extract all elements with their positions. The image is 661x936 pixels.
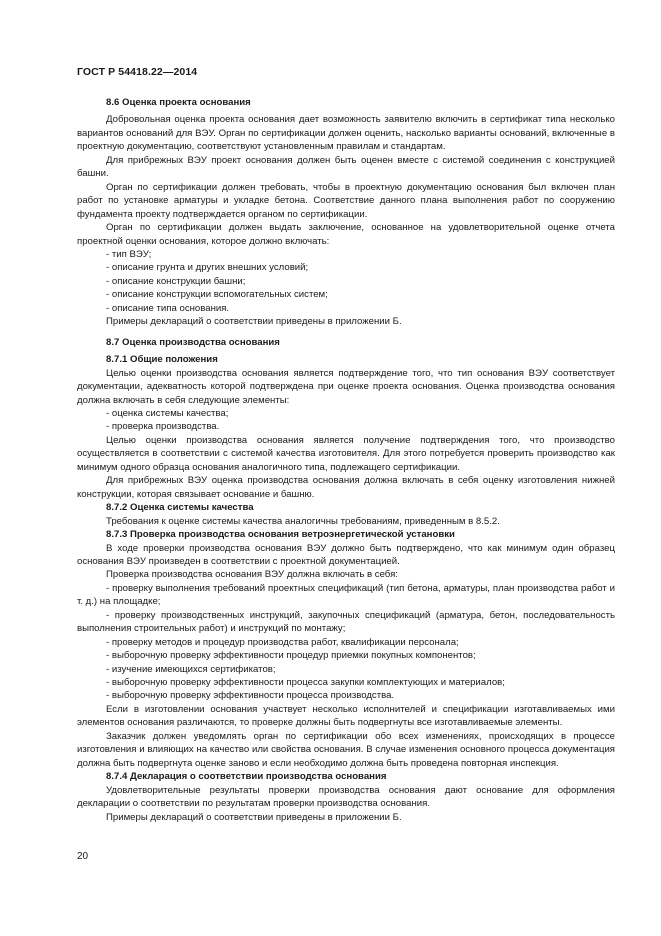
paragraph: Орган по сертификации должен выдать заключение, основанное на удовлетворительной оценке отчета проектной оценки основания, которое должно включать: [77,222,615,247]
section-8-7-4-title: 8.7.4 Декларация о соответствии производства основания [106,771,387,783]
list-item: - выборочную проверку эффективности процесса производства. [106,690,395,702]
paragraph: Примеры деклараций о соответствии приведены в приложении Б. [106,316,402,328]
list-item: - выборочную проверку эффективности процесса закупки комплектующих и материалов; [106,677,505,689]
list-item: - тип ВЭУ; [106,248,152,260]
paragraph: Удовлетворительные результаты проверки производства основания дают основание для оформления декларации о соответствии по результатам проверки производства основания. [77,784,615,810]
paragraph: Добровольная оценка проекта основания дает возможность заявителю включить в сертификат типа несколько вариантов оснований для ВЭУ. Орган по сертификации должен оценить, насколько варианты оснований, включенные в проектную документацию, соответствуют установленным правилам и стандартам. [77,114,615,153]
paragraph: Орган по сертификации должен требовать, чтобы в проектную документацию основания был включен план работ по установке арматуры и укладке бетона. Соответствие данного плана выполнения работ по сооружению фундамента проекту подтверждается органом по сертификации. [77,181,615,220]
section-8-7-2-title: 8.7.2 Оценка системы качества [106,502,254,514]
paragraph: В ходе проверки производства основания ВЭУ должно быть подтверждено, что как минимум один образец основания ВЭУ произведен в соответствии с проектной документацией. [77,542,615,567]
section-8-7-1-title: 8.7.1 Общие положения [106,354,218,366]
list-item: - изучение имеющихся сертификатов; [106,663,276,675]
document-body [77,96,615,824]
section-8-7-title: 8.7 Оценка производства основания [106,336,280,348]
page-number: 20 [77,851,89,862]
document-code-header: ГОСТ Р 54418.22—2014 [77,66,198,78]
paragraph: Целью оценки производства основания является получение подтверждения того, что производство осуществляется в соответствии с системой качества изготовителя. Для этого потребуется проверить производство как минимум одного образца основания аналогичного типа, подлежащего сертификации. [77,434,615,473]
section-8-6-title: 8.6 Оценка проекта основания [106,97,251,108]
list-item: - описание конструкции вспомогательных систем; [106,289,328,301]
list-item: - описание типа основания. [106,302,230,314]
paragraph: Для прибрежных ВЭУ проект основания должен быть оценен вместе с системой соединения с конструкцией башни. [77,154,615,180]
paragraph: Требования к оценке системы качества аналогичны требованиям, приведенным в 8.5.2. [106,515,500,527]
paragraph: Заказчик должен уведомлять орган по сертификации обо всех изменениях, происходящих в процессе изготовления и влияющих на качество или свойства основания. В случае изменения основного процесса документация должна быть подвергнута оценке заново и если необходимо должна быть проведена повторная инспекция. [77,730,615,769]
list-item: - описание конструкции башни; [106,275,246,287]
list-item: - выборочную проверку эффективности процедур приемки покупных компонентов; [106,650,476,662]
list-item: - проверку методов и процедур производства работ, квалификации персонала; [106,636,459,648]
list-item: - проверку производственных инструкций, закупочных спецификаций (арматура, бетон, последовательность выполнения строительных работ) и инструкций по монтажу; [77,609,615,635]
section-8-7-3-title: 8.7.3 Проверка производства основания ветроэнергетической установки [106,529,455,541]
paragraph: Целью оценки производства основания является подтверждение того, что тип основания ВЭУ соответствует документации, адекватность которой подтверждена при оценке проекта основания. Оценка производства основания должна включать в себя следующие элементы: [77,367,615,406]
paragraph: Для прибрежных ВЭУ оценка производства основания должна включать в себя оценку изготовления нижней конструкции, которая связывает основание и башню. [77,475,615,500]
list-item: - оценка системы качества; [106,407,229,419]
list-item: - проверка производства. [106,421,220,433]
paragraph: Если в изготовлении основания участвует несколько исполнителей и спецификации изготавливаемых ими элементов основания различаются, то проверке должны быть подвергнуты все изготавливаемые элементы. [77,703,615,729]
paragraph: Примеры деклараций о соответствии приведены в приложении Б. [106,811,402,823]
list-item: - описание грунта и других внешних условий; [106,262,309,274]
paragraph: Проверка производства основания ВЭУ должна включать в себя: [106,569,398,581]
list-item: - проверку выполнения требований проектных спецификаций (тип бетона, арматуры, план производства работ и т. д.) на площадке; [77,582,615,608]
